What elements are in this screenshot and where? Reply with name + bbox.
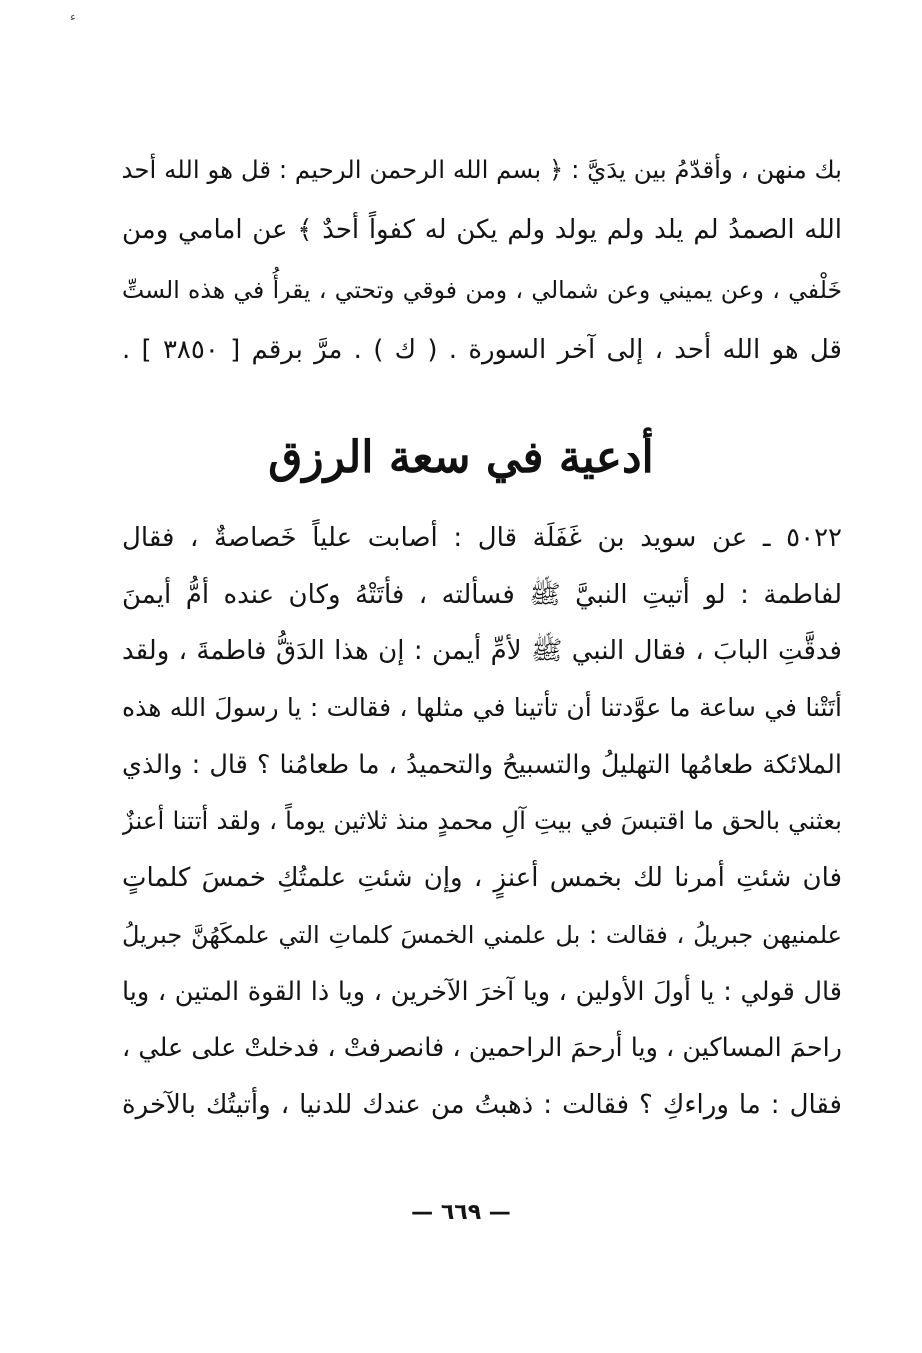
text-line: أتَتْنا في ساعة ما عوَّدتنا أن تأتينا في مثلها ، فقالت : يا رسولَ الله هذه [122,693,842,723]
text-line: علمنيهن جبريلُ ، فقالت : بل علمني الخمسَ كلماتِ التي علمكَهُنَّ جبريلُ [122,920,842,949]
text-line: بعثني بالحق ما اقتبسَ في بيتِ آلِ محمدٍ منذ ثلاثين يوماً ، ولقد أتتنا أعنزٌ [122,806,842,836]
text-line: ٥٠٢٢ ـ عن سويد بن غَفَلَة قال : أصابت علياً خَصاصةٌ ، فقال [122,523,842,553]
text-line: قل هو الله أحد ، إلى آخر السورة . ( ك ) . مرَّ برقم [ ٣٨٥٠ ] . [122,335,842,365]
text-line: فان شئتِ أمرنا لك بخمس أعنزٍ ، وإن شئتِ علمتُكِ خمسَ كلماتٍ [122,863,842,894]
text-line: خَلْفي ، وعن يميني وعن شمالي ، ومن فوقي وتحتي ، يقرأُ في هذه الستِّ [122,276,842,304]
page-number: — ٦٦٩ — [411,1200,511,1225]
text-line: راحمَ المساكين ، ويا أرحمَ الراحمين ، فانصرفتْ ، فدخلتْ على علي ، [122,1033,842,1064]
text-line: فقال : ما وراءكِ ؟ فقالت : ذهبتُ من عندك للدنيا ، وأتيتُك بالآخرة [122,1089,842,1120]
top-paragraph [122,140,842,380]
section-heading: أدعية في سعة الرزق [268,432,654,483]
corner-mark: ﺀ [70,10,76,24]
main-paragraph [122,510,842,1134]
text-line: الملائكة طعامُها التهليلُ والتسبيحُ والتحميدُ ، ما طعامُنا ؟ قال : والذي [122,749,842,780]
text-line: قال قولي : يا أولَ الأولين ، ويا آخرَ الآخرين ، ويا ذا القوة المتين ، ويا [122,976,842,1007]
text-line: الله الصمدُ لم يلد ولم يولد ولم يكن له كفواً أحدٌ ﴾ عن امامي ومن [122,215,842,245]
text-line: لفاطمة : لو أتيتِ النبيَّ ﷺ فسألته ، فأتَتْهُ وكان عنده أمُّ أيمنَ [122,579,842,610]
text-line: بك منهن ، وأقدّمُ بين يدَيَّ : ﴿ بسم الله الرحمن الرحيم : قل هو الله أحد [122,155,842,184]
text-line: فدقَّتِ البابَ ، فقال النبي ﷺ لأمِّ أيمن : إن هذا الدَقُّ فاطمةَ ، ولقد [122,636,842,667]
